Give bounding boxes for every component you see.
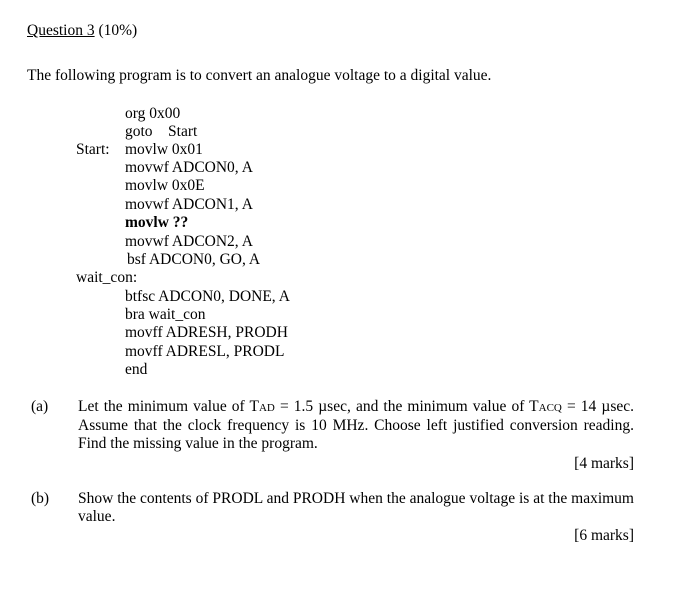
question-weight: (10%)	[98, 22, 138, 39]
part-a-text-2: = 1.5 µsec, and the minimum value of T	[274, 398, 539, 415]
subscript-ad: AD	[258, 402, 275, 414]
part-a-text-1: Let the minimum value of T	[78, 398, 259, 415]
part-b-marks: [6 marks]	[574, 527, 634, 544]
code-label: Start:	[76, 141, 110, 158]
code-line: movff ADRESL, PRODL	[125, 343, 285, 360]
code-line: end	[125, 361, 148, 378]
code-line: btfsc ADCON0, DONE, A	[125, 288, 290, 305]
code-label: wait_con:	[76, 269, 138, 286]
question-header	[27, 22, 137, 40]
code-line: goto Start	[125, 123, 198, 140]
part-a-text	[78, 398, 634, 453]
code-line: movlw 0x0E	[125, 177, 205, 194]
part-a-text-3: = 14 µsec. Assume that the clock frequency is 10 MHz. Choose left justified conversion reading. Find the missing value in the program.	[78, 398, 634, 452]
code-line: movwf ADCON0, A	[125, 159, 253, 176]
code-line: movwf ADCON2, A	[125, 233, 253, 250]
code-line: org 0x00	[125, 105, 181, 122]
part-b-text: Show the contents of PRODL and PRODH when the analogue voltage is at the maximum value.	[78, 490, 634, 525]
part-b-label: (b)	[31, 490, 50, 507]
code-line: movlw 0x01	[125, 141, 203, 158]
code-line: movwf ADCON1, A	[125, 196, 253, 213]
part-a-marks: [4 marks]	[574, 455, 634, 472]
question-title: Question 3	[27, 22, 95, 39]
question-intro: The following program is to convert an analogue voltage to a digital value.	[27, 67, 492, 84]
part-a-label: (a)	[31, 398, 49, 415]
code-line: movff ADRESH, PRODH	[125, 324, 288, 341]
subscript-acq: ACQ	[538, 402, 562, 414]
code-line-missing: movlw ??	[125, 214, 189, 231]
code-line: bsf ADCON0, GO, A	[127, 251, 261, 268]
code-line: bra wait_con	[125, 306, 206, 323]
